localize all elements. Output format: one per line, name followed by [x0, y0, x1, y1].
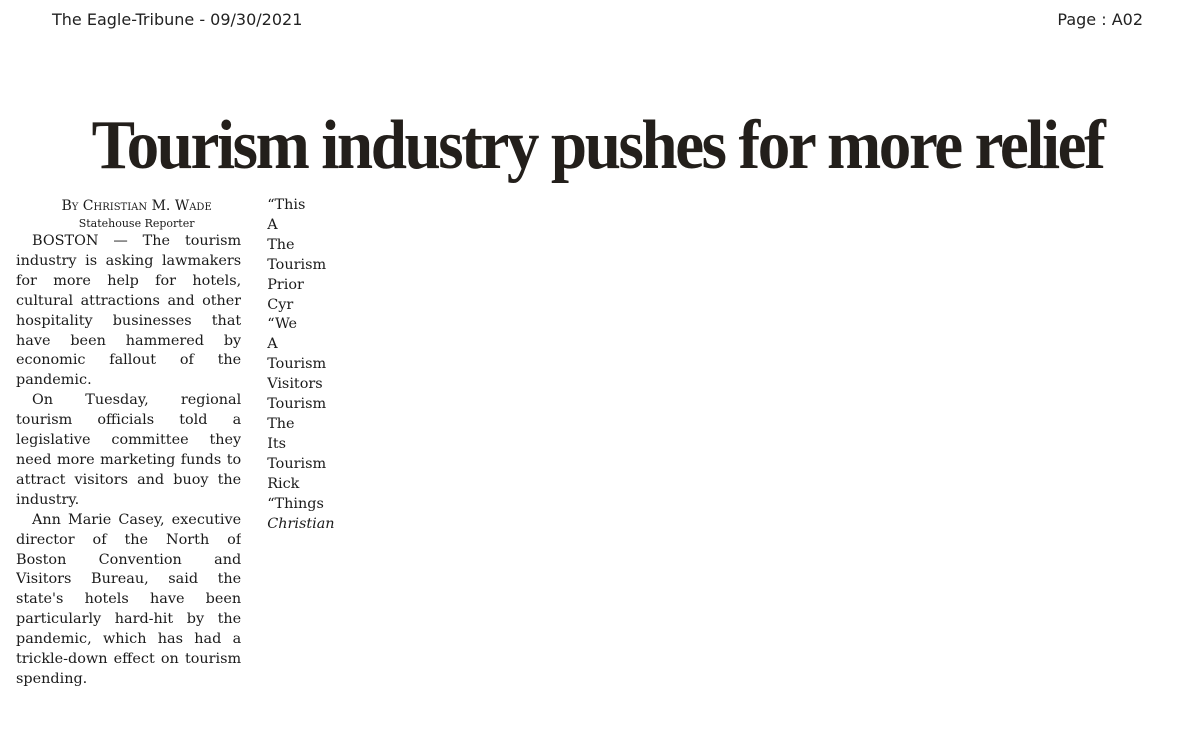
- byline: By Christian M. Wade: [61, 198, 212, 214]
- paragraph: Prior: [267, 276, 304, 293]
- paragraph: The: [267, 236, 295, 253]
- paragraph: On Tuesday, regional tourism officials told a legislative committee they need more marketing funds to attract visitors and buoy the industry.: [16, 392, 242, 508]
- paragraph: BOSTON — The tourism industry is asking lawmakers for more help for hotels, cultural attractions and other hospitality businesses that have been hammered by economic fallout of the pandemic.: [16, 233, 242, 389]
- paragraph: A: [267, 336, 278, 353]
- paragraph: Tourism: [267, 356, 327, 373]
- column-2: [251, 196, 476, 706]
- article-body: [16, 196, 1182, 706]
- byline-role: Statehouse Reporter: [78, 217, 195, 230]
- column-5: [957, 196, 1182, 706]
- paragraph: Tourism: [267, 396, 327, 413]
- paragraph: The: [267, 415, 295, 432]
- paragraph: Its: [267, 435, 287, 452]
- page-number: Page : A02: [1057, 10, 1143, 29]
- paragraph: Tourism: [267, 455, 327, 472]
- paragraph: Tourism: [267, 256, 327, 273]
- paragraph: “This: [267, 197, 306, 213]
- column-3: [486, 196, 711, 706]
- paragraph: Ann Marie Casey, executive director of the North of Boston Convention and Visitors Bureau, said the state's hotels have been particularly hard-hit by the pandemic, which has had a trickle-down effect on tourism spending.: [16, 511, 242, 687]
- column-4: [722, 196, 947, 706]
- paper-date-header: The Eagle-Tribune - 09/30/2021: [52, 10, 303, 29]
- paragraph: A: [267, 216, 278, 233]
- article-headline: Tourism industry pushes for more relief: [91, 107, 1104, 184]
- paragraph: Rick: [267, 475, 300, 492]
- paragraph: Visitors: [267, 376, 323, 393]
- paragraph: “Things: [267, 495, 324, 512]
- paragraph: “We: [267, 316, 298, 333]
- author-tagline: Christian: [267, 515, 335, 532]
- paragraph: Cyr: [267, 296, 294, 313]
- column-1: [16, 196, 241, 706]
